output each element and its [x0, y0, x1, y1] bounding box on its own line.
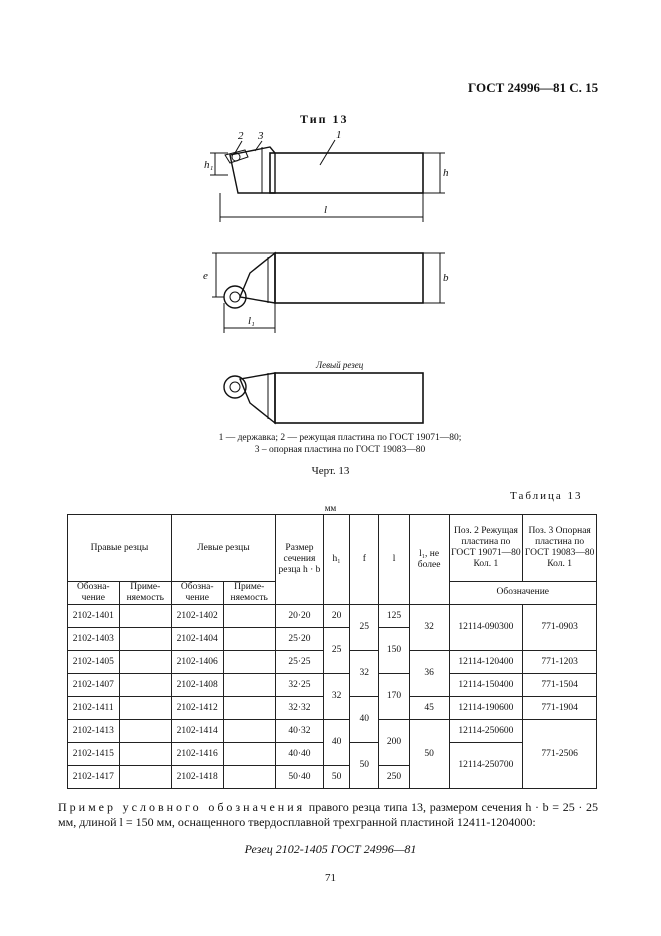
- table-cell: 25: [350, 605, 379, 651]
- figure-label: Черт. 13: [311, 465, 350, 477]
- table-cell: 50: [350, 743, 379, 789]
- table-cell: 32·32: [275, 697, 323, 720]
- table-cell: 2102-1417: [68, 766, 120, 789]
- table-cell: 12114-150400: [449, 674, 523, 697]
- table-cell: 200: [379, 720, 409, 766]
- table-cell: 36: [409, 651, 449, 697]
- header-right-cutters: Правые резцы: [68, 515, 172, 582]
- table-cell: 2102-1408: [171, 674, 223, 697]
- standard-reference: ГОСТ 24996—81 С. 15: [468, 80, 599, 95]
- table-cell: 2102-1401: [68, 605, 120, 628]
- table-cell: 2102-1411: [68, 697, 120, 720]
- table-title: Таблица 13: [510, 490, 583, 502]
- table-cell: 32: [350, 651, 379, 697]
- dim-b: b: [443, 272, 449, 284]
- table-cell: 50: [409, 720, 449, 789]
- table-cell: 2102-1404: [171, 628, 223, 651]
- table-cell: 2102-1403: [68, 628, 120, 651]
- caption-line-1: 1 — державка; 2 — режущая пластина по ГОСТ 19071—80;: [218, 433, 462, 443]
- header-right-applicability: Приме-няемость: [119, 582, 171, 605]
- plan-view: [212, 253, 445, 333]
- table-cell: 2102-1415: [68, 743, 120, 766]
- header-l: l: [379, 515, 409, 605]
- example-lead: Пример условного обозначения: [58, 800, 306, 814]
- table-cell: 40: [350, 697, 379, 743]
- table-cell: 40·40: [275, 743, 323, 766]
- header-section-size: Размер сечения резца h · b: [275, 515, 323, 605]
- table-cell: 12114-190600: [449, 697, 523, 720]
- table-cell: 40: [324, 720, 350, 766]
- table-cell: 50·40: [275, 766, 323, 789]
- table-cell: 2102-1412: [171, 697, 223, 720]
- table-cell: 20·20: [275, 605, 323, 628]
- example-paragraph: [58, 800, 598, 830]
- table-cell: 32·25: [275, 674, 323, 697]
- table-cell: 2102-1402: [171, 605, 223, 628]
- spec-table: [67, 514, 597, 789]
- table-cell: 771-1904: [523, 697, 597, 720]
- table-unit: мм: [324, 503, 337, 513]
- table-cell: 45: [409, 697, 449, 720]
- header-left-cutters: Левые резцы: [171, 515, 275, 582]
- header-right-designation: Обозна-чение: [68, 582, 120, 605]
- left-cutter-label: Левый резец: [316, 360, 364, 370]
- callout-1: 1: [336, 129, 342, 141]
- table-cell: 25·25: [275, 651, 323, 674]
- side-view: [210, 140, 445, 222]
- table-cell: 170: [379, 674, 409, 720]
- table-cell: 150: [379, 628, 409, 674]
- dim-e: e: [203, 270, 208, 282]
- table-cell: 2102-1418: [171, 766, 223, 789]
- table-cell: 12114-090300: [449, 605, 523, 651]
- header-h1: h₁: [324, 515, 350, 605]
- figure-type-title: Тип 13: [300, 112, 349, 126]
- table-cell: 2102-1407: [68, 674, 120, 697]
- left-cutter-view: [224, 373, 423, 423]
- callout-3: 3: [258, 130, 264, 142]
- dim-h: h: [443, 167, 449, 179]
- table-cell: 2102-1414: [171, 720, 223, 743]
- header-l1: l₁, не более: [409, 515, 449, 605]
- caption-line-2: 3 – опорная пластина по ГОСТ 19083—80: [254, 445, 426, 455]
- header-pos2: Поз. 2 Режущая пластина по ГОСТ 19071—80 Кол. 1: [449, 515, 523, 582]
- table-cell: 2102-1405: [68, 651, 120, 674]
- table-cell: 20: [324, 605, 350, 628]
- header-left-applicability: Приме-няемость: [223, 582, 275, 605]
- table-cell: 12114-250600: [449, 720, 523, 743]
- figure-caption: [180, 432, 500, 456]
- dim-l: l: [324, 204, 328, 216]
- table-cell: 40·32: [275, 720, 323, 743]
- table-cell: 50: [324, 766, 350, 789]
- header-f: f: [350, 515, 379, 605]
- table-cell: 771-0903: [523, 605, 597, 651]
- table-cell: 771-1504: [523, 674, 597, 697]
- example-designation: Резец 2102-1405 ГОСТ 24996—81: [244, 842, 417, 856]
- table-cell: 250: [379, 766, 409, 789]
- example-text: правого резца типа 13, размером сечения h · b = 25 · 25 мм, длиной l = 150 мм, оснащенного твердосплавной трехгранной пластиной 12411-1204000:: [58, 800, 598, 829]
- dim-l1: l₁: [248, 315, 255, 327]
- table-cell: 12114-250700: [449, 743, 523, 789]
- table-cell: 2102-1413: [68, 720, 120, 743]
- table-cell: 32: [409, 605, 449, 651]
- table-cell: 2102-1406: [171, 651, 223, 674]
- table-cell: 25·20: [275, 628, 323, 651]
- callout-2: 2: [238, 130, 244, 142]
- header-left-designation: Обозна-чение: [171, 582, 223, 605]
- dim-h1: h₁: [204, 159, 214, 171]
- table-cell: 2102-1416: [171, 743, 223, 766]
- header-designation-sub: Обозначение: [449, 582, 596, 604]
- table-cell: 125: [379, 605, 409, 628]
- table-cell: 771-2506: [523, 720, 597, 789]
- cutter-drawing: [190, 125, 460, 440]
- table-cell: 12114-120400: [449, 651, 523, 674]
- table-cell: 32: [324, 674, 350, 720]
- page-number: 71: [325, 872, 336, 884]
- table-cell: 771-1203: [523, 651, 597, 674]
- table-cell: 25: [324, 628, 350, 674]
- header-pos3: Поз. 3 Опорная пластина по ГОСТ 19083—80 Кол. 1: [523, 515, 597, 582]
